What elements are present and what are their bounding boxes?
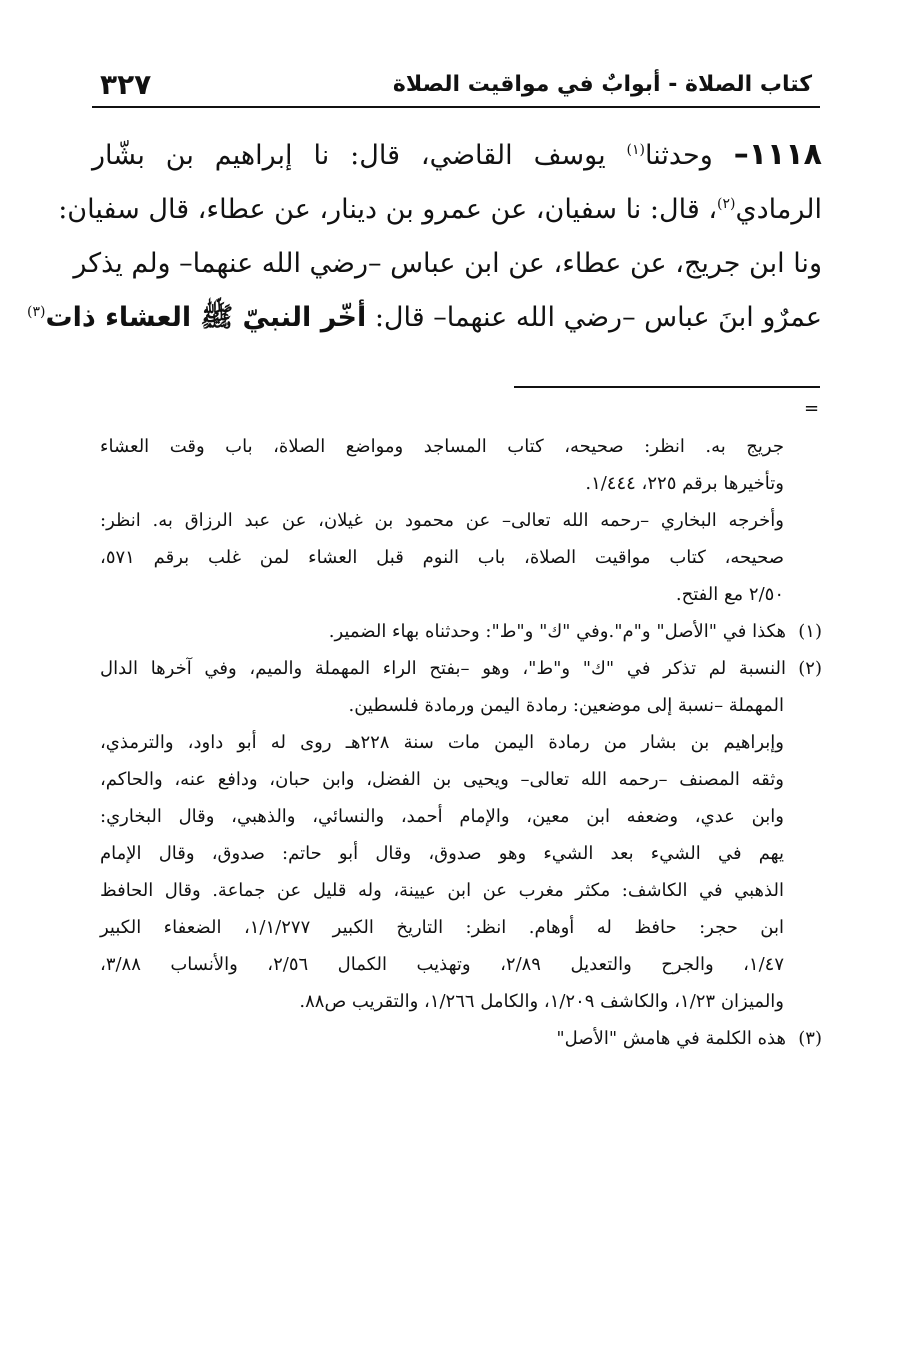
footnote-continued-line: ٢/٥٠ مع الفتح. xyxy=(675,584,784,605)
main-line-3: ونا ابن جريج، عن عطاء، عن ابن عباس –رضي الله عنهما– ولم يذكر xyxy=(73,248,822,279)
main-text-fragment: الرمادي xyxy=(735,194,822,225)
footnote-2-line: وإبراهيم بن بشار من رمادة اليمن مات سنة ٢٢٨هـ روى له أبو داود، والترمذي، xyxy=(100,732,784,753)
footnote-number: (٢) xyxy=(798,658,822,679)
footnote-ref-3: (٣) xyxy=(26,304,46,320)
footnote-continued-line: وأخرجه البخاري –رحمه الله تعالى– عن محمود بن غيلان، عن عبد الرزاق به. انظر: xyxy=(100,510,784,531)
page-number: ٣٢٧ xyxy=(100,68,152,101)
footnote-text: هكذا في "الأصل" و"م".وفي "ك" و"ط": وحدثناه بهاء الضمير. xyxy=(328,621,786,642)
footnote-2-line: والميزان ١/٢٣، والكاشف ١/٢٠٩، والكامل ١/٢٦٦، والتقريب ص٨٨. xyxy=(299,991,784,1012)
footnote-continued-line: وتأخيرها برقم ٢٢٥، ١/٤٤٤. xyxy=(585,473,784,494)
main-text-fragment: وحدثنا xyxy=(645,140,713,171)
footnotes xyxy=(100,428,822,1057)
footnote-2-line: يهم في الشيء بعد الشيء وهو صدوق، وقال أبو حاتم: صدوق، وقال الإمام xyxy=(100,843,784,864)
footnote-2-line: المهملة –نسبة إلى موضعين: رمادة اليمن ورمادة فلسطين. xyxy=(348,695,784,716)
footnote-2-line: ١/٤٧، والجرح والتعديل ٢/٨٩، وتهذيب الكمال ٢/٥٦، والأنساب ٣/٨٨، xyxy=(100,954,784,975)
continuation-mark: = xyxy=(804,398,820,419)
footnote-2-line: وثقه المصنف –رحمه الله تعالى– ويحيى بن الفضل، وابن حبان، ودافع عنه، والحاكم، xyxy=(100,769,784,790)
footnote-number: (١) xyxy=(798,621,822,642)
footnote-3 xyxy=(100,1020,822,1057)
main-text-fragment: عمرٌو ابنَ عباس –رضي الله عنهما– قال: xyxy=(374,302,822,333)
main-text-fragment: يوسف القاضي، قال: نا إبراهيم بن بشّار xyxy=(92,140,606,171)
footnote-separator xyxy=(514,386,820,388)
footnote-text: هذه الكلمة في هامش "الأصل" xyxy=(556,1028,786,1049)
emphasized-text: أخّر النبيّ ﷺ العشاء ذات xyxy=(45,302,367,333)
footnote-1 xyxy=(100,613,822,650)
header-rule xyxy=(92,106,820,108)
chapter-title: كتاب الصلاة - أبوابٌ في مواقيت الصلاة xyxy=(392,72,812,97)
footnote-continued-line: صحيحه، كتاب مواقيت الصلاة، باب النوم قبل العشاء لمن غلب برقم ٥٧١، xyxy=(100,547,784,568)
footnote-text: النسبة لم تذكر في "ك" و"ط"، وهو –بفتح الراء المهملة والميم، وفي آخرها الدال xyxy=(100,658,786,679)
footnote-ref-1: (١) xyxy=(626,142,645,158)
footnote-continued-line: جريج به. انظر: صحيحه، كتاب المساجد ومواضع الصلاة، باب وقت العشاء xyxy=(100,436,784,457)
hadith-number: ١١١٨– xyxy=(733,137,822,172)
footnote-2-line: الذهبي في الكاشف: مكثر مغرب عن ابن عيينة، وله قليل عن جماعة. وقال الحافظ xyxy=(100,880,784,901)
main-line-1 xyxy=(92,128,822,183)
main-line-4 xyxy=(26,291,822,345)
hadith-text xyxy=(26,128,822,345)
footnote-ref-2: (٢) xyxy=(717,196,736,212)
footnote-number: (٣) xyxy=(798,1028,822,1049)
footnote-2-line: ابن حجر: حافظ له أوهام. انظر: التاريخ الكبير ١/١/٢٧٧، الضعفاء الكبير xyxy=(100,917,784,938)
main-text-fragment: ، قال: نا سفيان، عن عمرو بن دينار، عن عطاء، قال سفيان: xyxy=(58,194,718,225)
footnote-2 xyxy=(100,650,822,687)
footnote-2-line: وابن عدي، وضعفه ابن معين، والإمام أحمد، والنسائي، والذهبي، وقال البخاري: xyxy=(100,806,784,827)
main-line-2 xyxy=(58,183,822,237)
running-header xyxy=(92,66,820,110)
